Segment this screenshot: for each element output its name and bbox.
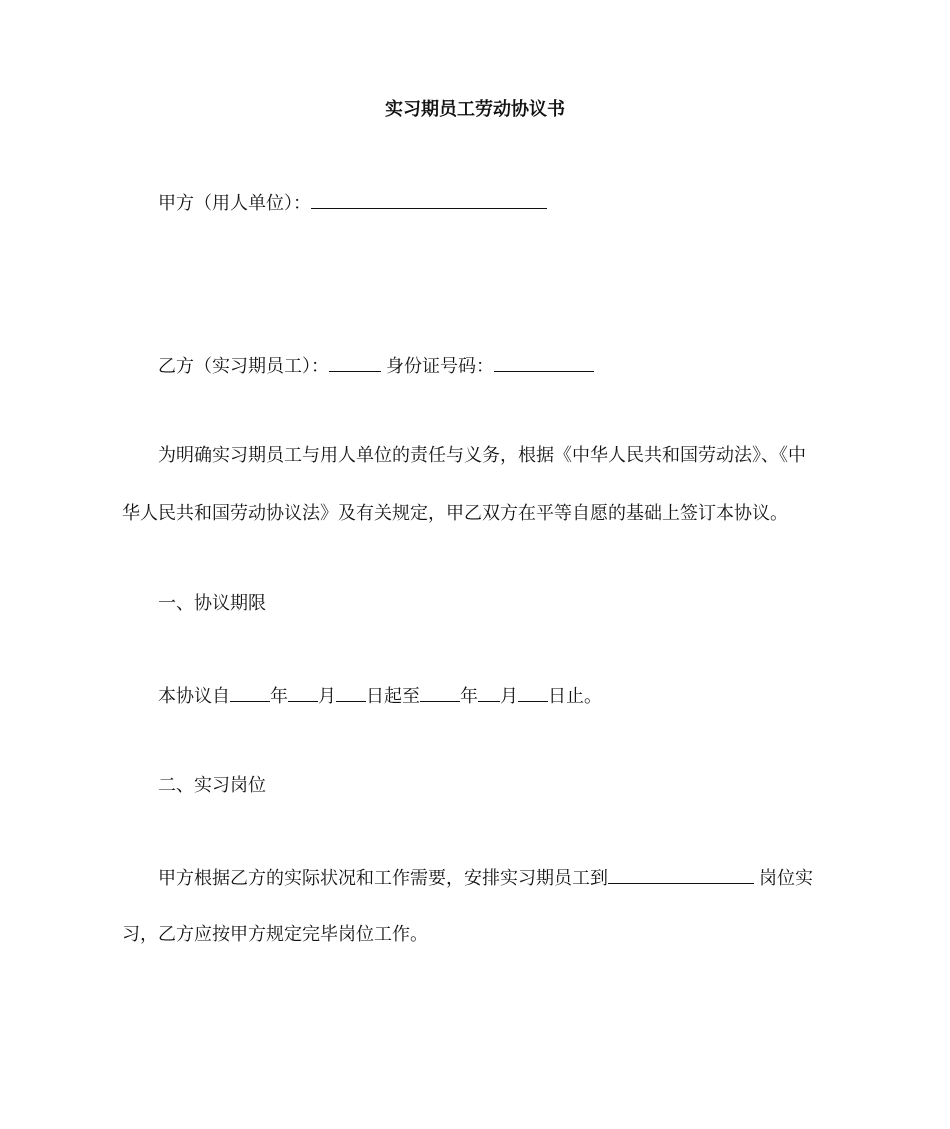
- section-2-heading: 二、实习岗位: [158, 775, 266, 796]
- day-to-label: 日止。: [548, 686, 602, 707]
- party-b-name-blank[interactable]: [329, 351, 381, 372]
- preamble-line-1: 为明确实习期员工与用人单位的责任与义务，根据《中华人民共和国劳动法》、《中: [158, 445, 806, 466]
- end-year-blank[interactable]: [420, 681, 460, 702]
- position-line-2: 习，乙方应按甲方规定完毕岗位工作。: [122, 924, 428, 945]
- term-prefix: 本协议自: [158, 686, 230, 707]
- position-prefix: 甲方根据乙方的实际状况和工作需要，安排实习期员工到: [158, 868, 608, 889]
- day-from-label: 日起至: [366, 686, 420, 707]
- id-number-blank[interactable]: [494, 351, 594, 372]
- end-month-blank[interactable]: [478, 681, 500, 702]
- section-1-heading: 一、协议期限: [158, 593, 266, 614]
- party-a-line: [158, 188, 547, 218]
- start-month-blank[interactable]: [288, 681, 318, 702]
- party-b-label: 乙方（实习期员工）：: [158, 356, 329, 377]
- party-a-blank[interactable]: [311, 188, 547, 209]
- preamble-line-2: 华人民共和国劳动协议法》及有关规定，甲乙双方在平等自愿的基础上签订本协议。: [122, 503, 788, 524]
- start-year-blank[interactable]: [230, 681, 270, 702]
- document-title: 实习期员工劳动协议书: [385, 99, 565, 120]
- month-label-2: 月: [500, 686, 518, 707]
- year-label-2: 年: [460, 686, 478, 707]
- position-suffix: 岗位实: [759, 868, 813, 889]
- id-number-label: 身份证号码：: [386, 356, 494, 377]
- month-label-1: 月: [318, 686, 336, 707]
- end-day-blank[interactable]: [518, 681, 548, 702]
- start-day-blank[interactable]: [336, 681, 366, 702]
- year-label-1: 年: [270, 686, 288, 707]
- party-a-label: 甲方（用人单位）：: [158, 193, 311, 214]
- position-line-1: [158, 863, 813, 893]
- term-line: [158, 681, 602, 711]
- party-b-line: [158, 351, 594, 381]
- position-blank[interactable]: [608, 863, 754, 884]
